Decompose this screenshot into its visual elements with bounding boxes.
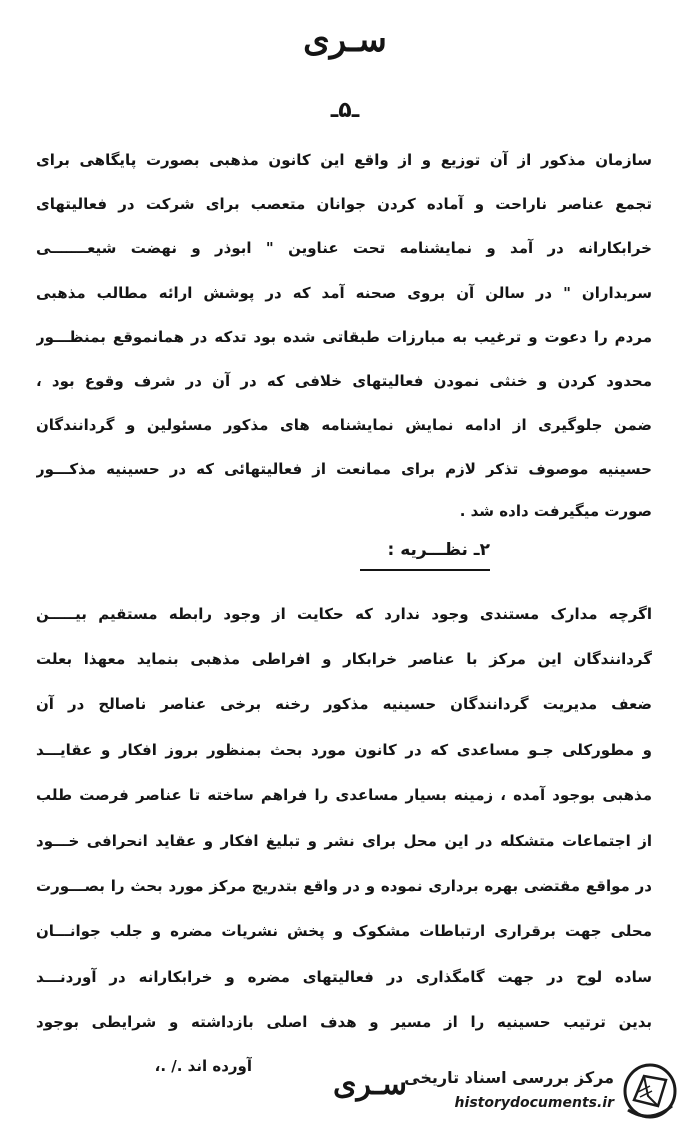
archive-url: historydocuments.ir	[454, 1095, 614, 1111]
classification-header: سـری	[303, 20, 387, 60]
text-line: خرابکارانه در آمد و نمایشنامه تحت عناوین " ابوذر و نهضت شیعـــــــی	[36, 239, 652, 257]
text-line: بدین ترتیب حسینیه را از مسیر و هدف اصلی بازداشته و شرایطی بوجود	[36, 1013, 652, 1031]
closing-line: آورده اند ./ .،	[154, 1057, 252, 1075]
heading-underline	[360, 569, 490, 571]
text-line: در مواقع مقتضی بهره برداری نموده و در واقع بتدریج مرکز مورد بحث را بصـــورت	[36, 877, 652, 895]
section-heading-opinion: ۲ـ نظـــریه :	[387, 540, 490, 560]
archive-document-logo-icon	[622, 1062, 678, 1120]
text-line: مردم را دعوت و ترغیب به مبارزات طبقاتی شده بود تدکه در همانموقع بمنظـــور	[36, 328, 652, 346]
archive-watermark	[394, 1062, 684, 1122]
text-line: محدود کردن و خنثی نمودن فعالیتهای خلافی که در آن در شرف وقوع بود ،	[36, 372, 652, 390]
text-line: از اجتماعات متشکله در این محل برای نشر و تبلیغ افکار و عقاید انحرافی خـــود	[36, 832, 652, 850]
classification-footer: سـری	[333, 1067, 407, 1102]
text-line: و مطورکلی جـو مساعدی که در کانون مورد بحث بمنظور بروز افکار و عقایـــد	[36, 741, 652, 759]
text-line: سربداران " در سالن آن بروی صحنه آمد که در پوشش ارائه مطالب مذهبی	[36, 284, 652, 302]
text-line: اگرچه مدارک مستندی وجود ندارد که حکایت از وجود رابطه مستقیم بیـــــن	[36, 605, 652, 623]
text-line: حسینیه موصوف تذکر لازم برای ممانعت از فعالیتهائی که در حسینیه مذکـــور	[36, 460, 652, 478]
text-line: سازمان مذکور از آن توزیع و از واقع این کانون مذهبی بصورت پایگاهی برای	[36, 151, 652, 169]
text-line: ضعف مدیریت گردانندگان حسینیه مذکور رخنه برخی عناصر ناصالح در آن	[36, 695, 652, 713]
text-line: محلی جهت برقراری ارتباطات مشکوک و پخش نشریات مضره و جلب جوانـــان	[36, 922, 652, 940]
dash-mark: ـ۵ـ	[330, 98, 360, 123]
text-line: گردانندگان این مرکز با عناصر خرابکار و افراطی مذهبی بنماید معهذا بعلت	[36, 650, 652, 668]
archive-name: مرکز بررسی اسناد تاریخی	[404, 1068, 614, 1087]
text-line: ساده لوح در جهت گامگذاری در فعالیتهای مضره و خرابکارانه در آوردنـــد	[36, 968, 652, 986]
text-line: ضمن جلوگیری از ادامه نمایش نمایشنامه های مذکور مسئولین و گردانندگان	[36, 416, 652, 434]
text-line: صورت میگیرفت داده شد .	[459, 502, 652, 520]
text-line: تجمع عناصر ناراحت و آماده کردن جوانان متعصب برای شرکت در فعالیتهای	[36, 195, 652, 213]
text-line: مذهبی بوجود آمده ، زمینه بسیار مساعدی را فراهم ساخته تا عناصر فرصت طلب	[36, 786, 652, 804]
